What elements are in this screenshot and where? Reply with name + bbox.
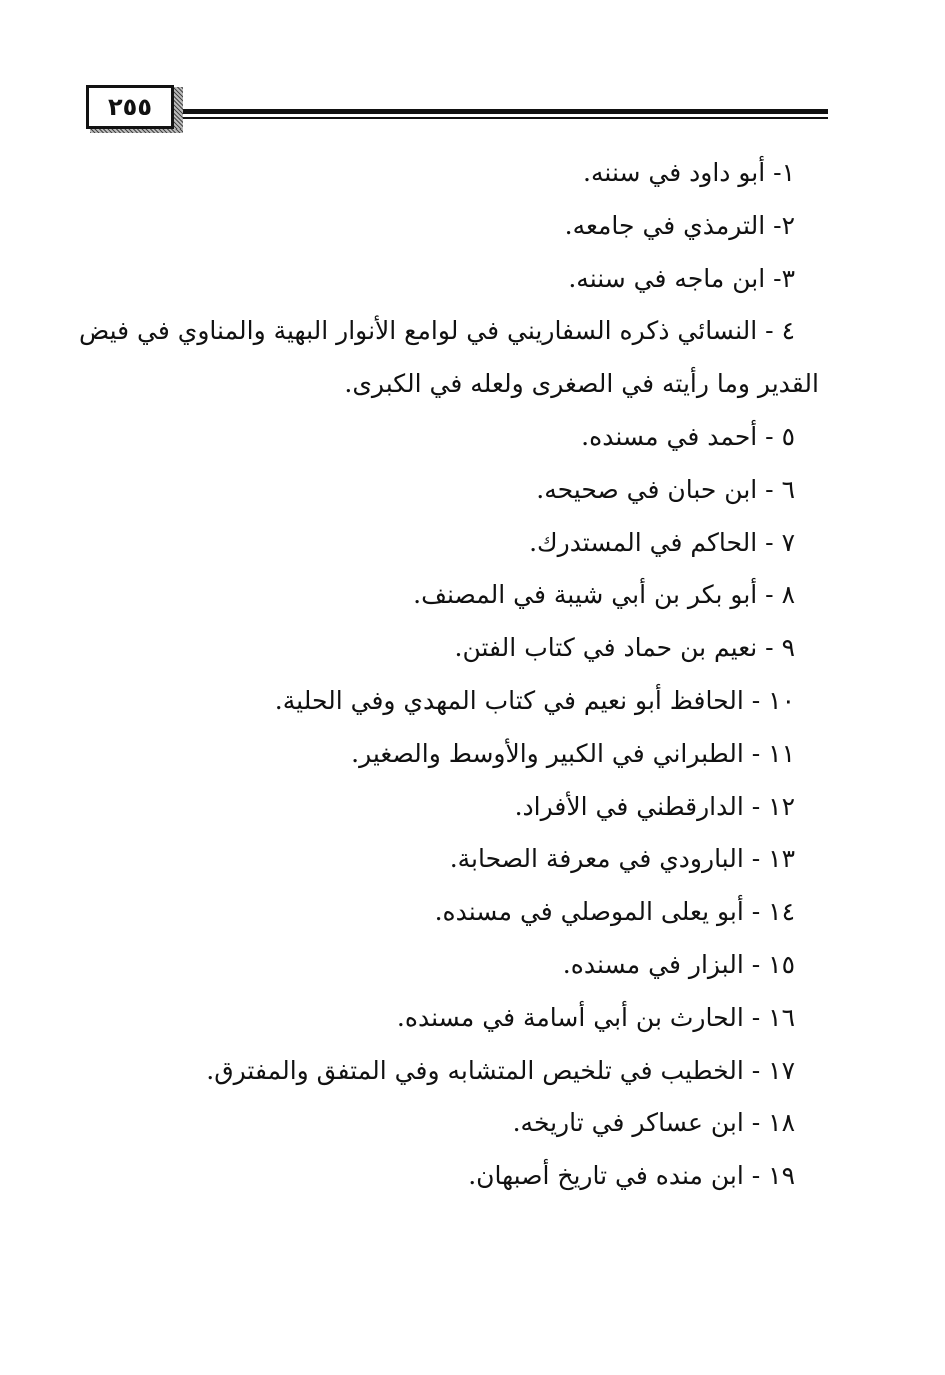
page-number: ٢٥٥	[86, 85, 174, 129]
list-item: ١٦ - الحارث بن أبي أسامة في مسنده.	[396, 1002, 795, 1032]
list-item: ١٨ - ابن عساكر في تاريخه.	[512, 1108, 795, 1138]
list-item: ٧ - الحاكم في المستدرك.	[529, 527, 795, 557]
source-list	[78, 147, 819, 1203]
list-item: ١٠ - الحافظ أبو نعيم في كتاب المهدي وفي الحلية.	[274, 685, 795, 715]
list-item: ١- أبو داود في سننه.	[583, 158, 795, 187]
list-item: ٣- ابن ماجه في سننه.	[568, 263, 795, 293]
list-item: ١٢ - الدارقطني في الأفراد.	[514, 791, 795, 821]
list-item: ٥ - أحمد في مسنده.	[581, 421, 795, 451]
header-rule-thin	[183, 117, 828, 119]
list-item: ١٧ - الخطيب في تلخيص المتشابه وفي المتفق والمفترق.	[206, 1055, 795, 1085]
page-header	[86, 85, 828, 133]
list-item: ٤ - النسائي ذكره السفاريني في لوامع الأنوار البهية والمناوي في فيض	[78, 316, 795, 346]
list-item: ٦ - ابن حبان في صحيحه.	[536, 474, 795, 504]
list-item: ٩ - نعيم بن حماد في كتاب الفتن.	[454, 633, 795, 663]
page-number-shadow-bottom	[90, 129, 183, 133]
list-item: ١٣ - البارودي في معرفة الصحابة.	[449, 844, 795, 874]
list-item: ١٩ - ابن منده في تاريخ أصبهان.	[468, 1161, 795, 1191]
list-item: ١١ - الطبراني في الكبير والأوسط والصغير.	[351, 738, 795, 768]
list-item: ٨ - أبو بكر بن أبي شيبة في المصنف.	[413, 580, 795, 610]
list-item: ١٥ - البزار في مسنده.	[562, 949, 795, 979]
list-item: ١٤ - أبو يعلى الموصلي في مسنده.	[434, 897, 795, 927]
list-item-continuation: القدير وما رأيته في الصغرى ولعله في الكبرى.	[344, 369, 819, 399]
page-number-shadow	[174, 87, 183, 131]
header-rule-thick	[183, 109, 828, 114]
list-item: ٢- الترمذي في جامعه.	[564, 210, 795, 240]
